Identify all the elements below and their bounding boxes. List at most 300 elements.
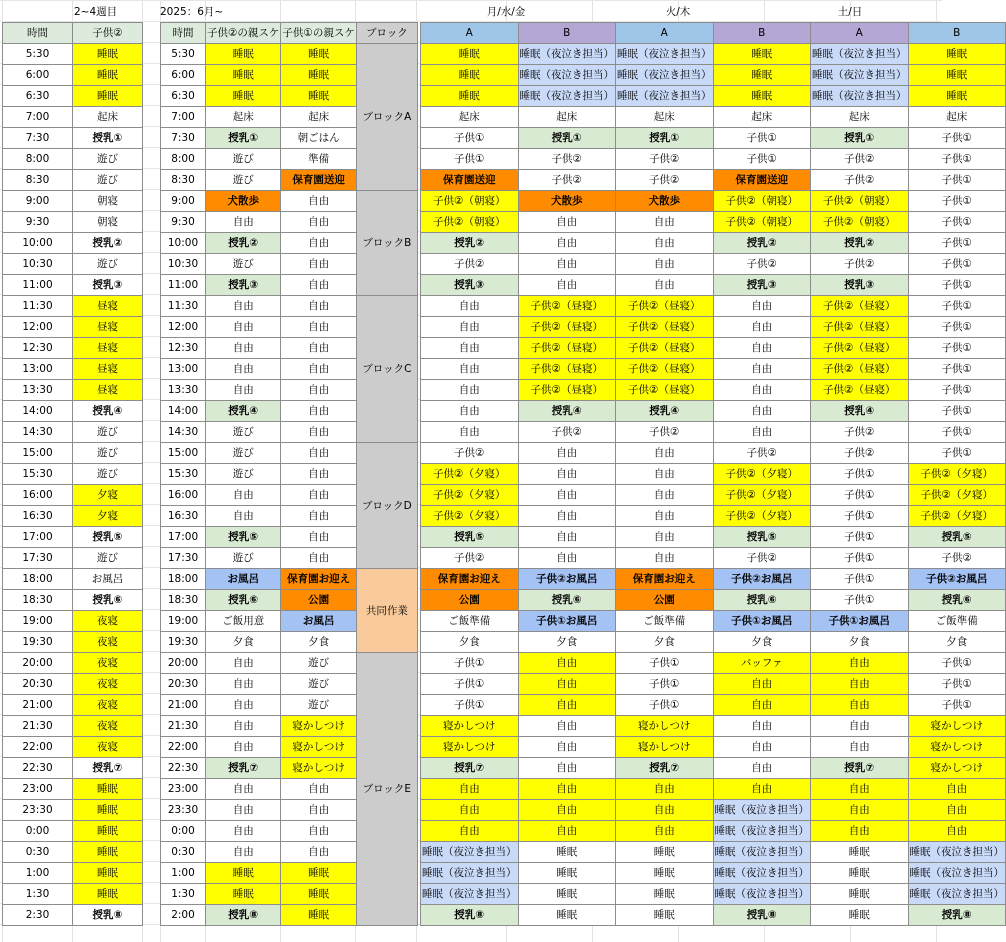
column-header[interactable]: B: [908, 23, 1006, 44]
activity-cell[interactable]: 昼寝: [73, 359, 143, 380]
activity-cell[interactable]: 睡眠: [73, 800, 143, 821]
activity-cell[interactable]: 夜寝: [73, 653, 143, 674]
assignment-cell[interactable]: 子供②（昼寝）: [616, 317, 714, 338]
assignment-cell[interactable]: 自由: [518, 506, 616, 527]
column-header[interactable]: 時間: [3, 23, 73, 44]
child2-parent-cell[interactable]: 夕食: [206, 632, 281, 653]
time-cell[interactable]: 8:30: [161, 170, 206, 191]
assignment-cell[interactable]: 起床: [421, 107, 519, 128]
child2-parent-cell[interactable]: 自由: [206, 800, 281, 821]
assignment-cell[interactable]: 寝かしつけ: [616, 716, 714, 737]
assignment-cell[interactable]: 子供②（夕寝）: [421, 464, 519, 485]
assignment-cell[interactable]: 子供②（夕寝）: [713, 506, 811, 527]
assignment-cell[interactable]: 授乳⑥: [713, 590, 811, 611]
child1-parent-cell[interactable]: 自由: [281, 506, 356, 527]
child1-parent-cell[interactable]: 自由: [281, 443, 356, 464]
child2-parent-cell[interactable]: 自由: [206, 737, 281, 758]
time-cell[interactable]: 17:30: [161, 548, 206, 569]
assignment-cell[interactable]: 睡眠: [518, 842, 616, 863]
time-cell[interactable]: 17:30: [3, 548, 73, 569]
child2-parent-cell[interactable]: お風呂: [206, 569, 281, 590]
assignment-cell[interactable]: 子供②（夕寝）: [421, 506, 519, 527]
assignment-cell[interactable]: 自由: [518, 695, 616, 716]
assignment-cell[interactable]: 自由: [713, 401, 811, 422]
child2-parent-cell[interactable]: 授乳⑥: [206, 590, 281, 611]
assignment-cell[interactable]: 自由: [811, 695, 909, 716]
assignment-cell[interactable]: 子供②（夕寝）: [421, 485, 519, 506]
child2-parent-cell[interactable]: 自由: [206, 506, 281, 527]
activity-cell[interactable]: 遊び: [73, 548, 143, 569]
assignment-cell[interactable]: 寝かしつけ: [908, 737, 1006, 758]
child1-parent-cell[interactable]: 自由: [281, 380, 356, 401]
assignment-cell[interactable]: 子供②: [518, 422, 616, 443]
assignment-cell[interactable]: 睡眠（夜泣き担当）: [713, 800, 811, 821]
assignment-cell[interactable]: 子供①: [713, 128, 811, 149]
child1-parent-cell[interactable]: 自由: [281, 233, 356, 254]
assignment-cell[interactable]: 子供②: [811, 443, 909, 464]
activity-cell[interactable]: 授乳③: [73, 275, 143, 296]
activity-cell[interactable]: 昼寝: [73, 380, 143, 401]
assignment-cell[interactable]: 子供①: [908, 380, 1006, 401]
assignment-cell[interactable]: 子供②: [908, 548, 1006, 569]
assignment-cell[interactable]: 自由: [811, 674, 909, 695]
assignment-cell[interactable]: 公園: [421, 590, 519, 611]
activity-cell[interactable]: 昼寝: [73, 296, 143, 317]
assignment-cell[interactable]: 睡眠: [518, 884, 616, 905]
column-header[interactable]: A: [421, 23, 519, 44]
assignment-cell[interactable]: 子供②（昼寝）: [811, 296, 909, 317]
assignment-cell[interactable]: 子供②（夕寝）: [713, 464, 811, 485]
assignment-cell[interactable]: 寝かしつけ: [616, 737, 714, 758]
assignment-cell[interactable]: 起床: [908, 107, 1006, 128]
time-cell[interactable]: 2:00: [161, 905, 206, 926]
assignment-cell[interactable]: 子供②: [421, 254, 519, 275]
assignment-cell[interactable]: 子供②（昼寝）: [616, 380, 714, 401]
assignment-cell[interactable]: 授乳⑦: [421, 758, 519, 779]
child1-parent-cell[interactable]: 自由: [281, 317, 356, 338]
time-cell[interactable]: 12:30: [3, 338, 73, 359]
child1-parent-cell[interactable]: 睡眠: [281, 65, 356, 86]
assignment-cell[interactable]: ご飯準備: [616, 611, 714, 632]
assignment-cell[interactable]: 保育園送迎: [713, 170, 811, 191]
assignment-cell[interactable]: 子供②（夕寝）: [908, 506, 1006, 527]
assignment-cell[interactable]: 子供②（朝寝）: [421, 191, 519, 212]
assignment-cell[interactable]: 寝かしつけ: [421, 737, 519, 758]
child1-parent-cell[interactable]: 自由: [281, 779, 356, 800]
activity-cell[interactable]: 睡眠: [73, 779, 143, 800]
assignment-cell[interactable]: 自由: [421, 296, 519, 317]
child2-parent-cell[interactable]: 睡眠: [206, 863, 281, 884]
assignment-cell[interactable]: 睡眠: [908, 86, 1006, 107]
child1-parent-cell[interactable]: 自由: [281, 464, 356, 485]
assignment-cell[interactable]: 授乳⑧: [908, 905, 1006, 926]
assignment-cell[interactable]: 授乳⑧: [421, 905, 519, 926]
child2-parent-cell[interactable]: 授乳③: [206, 275, 281, 296]
assignment-cell[interactable]: 睡眠（夜泣き担当）: [616, 86, 714, 107]
assignment-cell[interactable]: 子供②: [811, 422, 909, 443]
time-cell[interactable]: 9:00: [3, 191, 73, 212]
time-cell[interactable]: 11:30: [3, 296, 73, 317]
activity-cell[interactable]: 遊び: [73, 170, 143, 191]
child2-parent-cell[interactable]: 睡眠: [206, 44, 281, 65]
time-cell[interactable]: 19:00: [161, 611, 206, 632]
assignment-cell[interactable]: 保育園お迎え: [616, 569, 714, 590]
assignment-cell[interactable]: 起床: [713, 107, 811, 128]
assignment-cell[interactable]: 子供②お風呂: [908, 569, 1006, 590]
assignment-cell[interactable]: 授乳①: [811, 128, 909, 149]
child2-parent-cell[interactable]: 自由: [206, 674, 281, 695]
child2-parent-cell[interactable]: 授乳⑤: [206, 527, 281, 548]
activity-cell[interactable]: 授乳④: [73, 401, 143, 422]
assignment-cell[interactable]: 子供①: [908, 359, 1006, 380]
time-cell[interactable]: 10:30: [3, 254, 73, 275]
activity-cell[interactable]: 昼寝: [73, 317, 143, 338]
child1-parent-cell[interactable]: 準備: [281, 149, 356, 170]
activity-cell[interactable]: お風呂: [73, 569, 143, 590]
block-label[interactable]: ブロックE: [356, 653, 417, 926]
assignment-cell[interactable]: 自由: [421, 317, 519, 338]
assignment-cell[interactable]: 夕食: [421, 632, 519, 653]
assignment-cell[interactable]: 子供①お風呂: [518, 611, 616, 632]
activity-cell[interactable]: 夕寝: [73, 506, 143, 527]
child2-parent-cell[interactable]: 犬散歩: [206, 191, 281, 212]
activity-cell[interactable]: 授乳⑧: [73, 905, 143, 926]
time-cell[interactable]: 15:30: [3, 464, 73, 485]
time-cell[interactable]: 17:00: [161, 527, 206, 548]
assignment-cell[interactable]: 睡眠（夜泣き担当）: [908, 884, 1006, 905]
assignment-cell[interactable]: 自由: [616, 464, 714, 485]
child2-parent-cell[interactable]: 自由: [206, 485, 281, 506]
assignment-cell[interactable]: 子供①: [908, 317, 1006, 338]
assignment-cell[interactable]: 子供②（昼寝）: [518, 296, 616, 317]
child2-parent-cell[interactable]: 自由: [206, 653, 281, 674]
assignment-cell[interactable]: 睡眠（夜泣き担当）: [811, 44, 909, 65]
child1-parent-cell[interactable]: 夕食: [281, 632, 356, 653]
assignment-cell[interactable]: 子供②: [811, 254, 909, 275]
assignment-cell[interactable]: 睡眠（夜泣き担当）: [421, 863, 519, 884]
activity-cell[interactable]: 睡眠: [73, 86, 143, 107]
assignment-cell[interactable]: 自由: [421, 380, 519, 401]
assignment-cell[interactable]: 授乳⑦: [616, 758, 714, 779]
column-header[interactable]: B: [713, 23, 811, 44]
child2-parent-cell[interactable]: 遊び: [206, 548, 281, 569]
time-cell[interactable]: 11:00: [161, 275, 206, 296]
assignment-cell[interactable]: 自由: [616, 275, 714, 296]
child1-parent-cell[interactable]: 睡眠: [281, 863, 356, 884]
activity-cell[interactable]: 遊び: [73, 149, 143, 170]
assignment-cell[interactable]: ご飯準備: [908, 611, 1006, 632]
assignment-cell[interactable]: 授乳⑦: [811, 758, 909, 779]
assignment-cell[interactable]: 子供①: [811, 569, 909, 590]
assignment-cell[interactable]: 自由: [616, 254, 714, 275]
assignment-cell[interactable]: 子供②: [811, 170, 909, 191]
time-cell[interactable]: 0:30: [3, 842, 73, 863]
time-cell[interactable]: 7:00: [3, 107, 73, 128]
assignment-cell[interactable]: 寝かしつけ: [421, 716, 519, 737]
assignment-cell[interactable]: 自由: [421, 821, 519, 842]
child1-parent-cell[interactable]: 自由: [281, 254, 356, 275]
assignment-cell[interactable]: 子供①: [908, 653, 1006, 674]
assignment-cell[interactable]: 授乳③: [811, 275, 909, 296]
assignment-cell[interactable]: 睡眠（夜泣き担当）: [811, 65, 909, 86]
time-cell[interactable]: 20:00: [161, 653, 206, 674]
child2-parent-cell[interactable]: 自由: [206, 821, 281, 842]
child2-parent-cell[interactable]: 授乳⑦: [206, 758, 281, 779]
assignment-cell[interactable]: 授乳①: [518, 128, 616, 149]
block-label[interactable]: ブロックB: [356, 191, 417, 296]
assignment-cell[interactable]: 子供①: [616, 695, 714, 716]
child1-parent-cell[interactable]: 自由: [281, 548, 356, 569]
child1-parent-cell[interactable]: 自由: [281, 485, 356, 506]
activity-cell[interactable]: 朝寝: [73, 212, 143, 233]
time-cell[interactable]: 21:30: [3, 716, 73, 737]
activity-cell[interactable]: 朝寝: [73, 191, 143, 212]
time-cell[interactable]: 12:00: [161, 317, 206, 338]
column-header[interactable]: ブロック: [356, 23, 417, 44]
activity-cell[interactable]: 授乳①: [73, 128, 143, 149]
activity-cell[interactable]: 遊び: [73, 422, 143, 443]
column-header[interactable]: 子供①の親スケ: [281, 23, 356, 44]
assignment-cell[interactable]: 子供①: [908, 254, 1006, 275]
assignment-cell[interactable]: 子供①: [908, 443, 1006, 464]
assignment-cell[interactable]: 子供②: [811, 149, 909, 170]
child2-parent-cell[interactable]: 睡眠: [206, 86, 281, 107]
assignment-cell[interactable]: 自由: [421, 359, 519, 380]
activity-cell[interactable]: 夜寝: [73, 716, 143, 737]
child1-parent-cell[interactable]: 自由: [281, 296, 356, 317]
assignment-cell[interactable]: 自由: [713, 716, 811, 737]
time-cell[interactable]: 22:30: [3, 758, 73, 779]
time-cell[interactable]: 18:30: [3, 590, 73, 611]
time-cell[interactable]: 19:00: [3, 611, 73, 632]
assignment-cell[interactable]: 授乳⑥: [518, 590, 616, 611]
assignment-cell[interactable]: 夕食: [616, 632, 714, 653]
assignment-cell[interactable]: 自由: [713, 338, 811, 359]
assignment-cell[interactable]: 子供②（昼寝）: [811, 338, 909, 359]
time-cell[interactable]: 23:30: [3, 800, 73, 821]
time-cell[interactable]: 9:30: [3, 212, 73, 233]
assignment-cell[interactable]: 子供①: [811, 506, 909, 527]
assignment-cell[interactable]: 自由: [518, 527, 616, 548]
time-cell[interactable]: 20:00: [3, 653, 73, 674]
time-cell[interactable]: 14:00: [3, 401, 73, 422]
assignment-cell[interactable]: 自由: [616, 821, 714, 842]
activity-cell[interactable]: 夜寝: [73, 674, 143, 695]
assignment-cell[interactable]: 自由: [908, 821, 1006, 842]
time-cell[interactable]: 14:30: [3, 422, 73, 443]
assignment-cell[interactable]: 子供①: [908, 275, 1006, 296]
time-cell[interactable]: 9:00: [161, 191, 206, 212]
assignment-cell[interactable]: 自由: [518, 779, 616, 800]
assignment-cell[interactable]: 授乳③: [713, 275, 811, 296]
assignment-cell[interactable]: 子供①: [811, 464, 909, 485]
assignment-cell[interactable]: 睡眠（夜泣き担当）: [713, 863, 811, 884]
child2-parent-cell[interactable]: 自由: [206, 695, 281, 716]
time-cell[interactable]: 7:00: [161, 107, 206, 128]
assignment-cell[interactable]: 子供②: [518, 170, 616, 191]
block-label[interactable]: ブロックA: [356, 44, 417, 191]
assignment-cell[interactable]: 睡眠（夜泣き担当）: [713, 821, 811, 842]
assignment-cell[interactable]: 授乳①: [616, 128, 714, 149]
assignment-cell[interactable]: 子供①お風呂: [713, 611, 811, 632]
assignment-cell[interactable]: 子供①: [908, 212, 1006, 233]
assignment-cell[interactable]: 子供①: [908, 128, 1006, 149]
assignment-cell[interactable]: 子供②（夕寝）: [908, 464, 1006, 485]
assignment-cell[interactable]: 睡眠（夜泣き担当）: [908, 842, 1006, 863]
assignment-cell[interactable]: 子供②（昼寝）: [518, 359, 616, 380]
activity-cell[interactable]: 睡眠: [73, 821, 143, 842]
time-cell[interactable]: 22:00: [161, 737, 206, 758]
assignment-cell[interactable]: 自由: [616, 233, 714, 254]
time-cell[interactable]: 7:30: [3, 128, 73, 149]
assignment-cell[interactable]: 自由: [518, 212, 616, 233]
assignment-cell[interactable]: 自由: [713, 380, 811, 401]
assignment-cell[interactable]: 自由: [616, 527, 714, 548]
assignment-cell[interactable]: 子供②（昼寝）: [811, 380, 909, 401]
assignment-cell[interactable]: 自由: [616, 212, 714, 233]
assignment-cell[interactable]: 自由: [518, 485, 616, 506]
time-cell[interactable]: 14:00: [161, 401, 206, 422]
child2-parent-cell[interactable]: 睡眠: [206, 884, 281, 905]
child1-parent-cell[interactable]: 自由: [281, 842, 356, 863]
time-cell[interactable]: 15:00: [3, 443, 73, 464]
assignment-cell[interactable]: 睡眠: [713, 44, 811, 65]
time-cell[interactable]: 10:00: [161, 233, 206, 254]
assignment-cell[interactable]: 睡眠: [421, 44, 519, 65]
activity-cell[interactable]: 授乳②: [73, 233, 143, 254]
assignment-cell[interactable]: 子供①: [616, 653, 714, 674]
assignment-cell[interactable]: 授乳⑤: [713, 527, 811, 548]
assignment-cell[interactable]: 自由: [616, 443, 714, 464]
assignment-cell[interactable]: 子供②: [616, 422, 714, 443]
assignment-cell[interactable]: 自由: [713, 737, 811, 758]
child1-parent-cell[interactable]: 睡眠: [281, 884, 356, 905]
assignment-cell[interactable]: 子供①: [811, 527, 909, 548]
assignment-cell[interactable]: 睡眠: [616, 863, 714, 884]
assignment-cell[interactable]: 睡眠（夜泣き担当）: [616, 44, 714, 65]
time-cell[interactable]: 19:30: [3, 632, 73, 653]
child2-parent-cell[interactable]: 遊び: [206, 443, 281, 464]
activity-cell[interactable]: 夜寝: [73, 632, 143, 653]
assignment-cell[interactable]: 子供②: [616, 170, 714, 191]
activity-cell[interactable]: 夜寝: [73, 611, 143, 632]
child1-parent-cell[interactable]: 自由: [281, 821, 356, 842]
activity-cell[interactable]: 授乳⑥: [73, 590, 143, 611]
assignment-cell[interactable]: 子供①: [616, 674, 714, 695]
assignment-cell[interactable]: 子供②（昼寝）: [811, 317, 909, 338]
assignment-cell[interactable]: 保育園送迎: [421, 170, 519, 191]
assignment-cell[interactable]: 子供①: [421, 674, 519, 695]
child1-parent-cell[interactable]: 保育園送迎: [281, 170, 356, 191]
assignment-cell[interactable]: 子供②: [616, 149, 714, 170]
child2-parent-cell[interactable]: 授乳①: [206, 128, 281, 149]
assignment-cell[interactable]: 子供①: [811, 548, 909, 569]
time-cell[interactable]: 5:30: [161, 44, 206, 65]
assignment-cell[interactable]: 子供②: [713, 443, 811, 464]
assignment-cell[interactable]: 自由: [518, 233, 616, 254]
child2-parent-cell[interactable]: 睡眠: [206, 65, 281, 86]
assignment-cell[interactable]: 自由: [616, 548, 714, 569]
assignment-cell[interactable]: 子供②（朝寝）: [811, 212, 909, 233]
assignment-cell[interactable]: 犬散歩: [518, 191, 616, 212]
assignment-cell[interactable]: 子供①お風呂: [811, 611, 909, 632]
assignment-cell[interactable]: 子供①: [421, 695, 519, 716]
time-cell[interactable]: 8:00: [3, 149, 73, 170]
assignment-cell[interactable]: 自由: [421, 338, 519, 359]
assignment-cell[interactable]: 自由: [421, 422, 519, 443]
child2-parent-cell[interactable]: 遊び: [206, 464, 281, 485]
child1-parent-cell[interactable]: 自由: [281, 527, 356, 548]
time-cell[interactable]: 18:00: [161, 569, 206, 590]
assignment-cell[interactable]: 授乳③: [421, 275, 519, 296]
child1-parent-cell[interactable]: 寝かしつけ: [281, 758, 356, 779]
column-header[interactable]: 子供②: [73, 23, 143, 44]
activity-cell[interactable]: 授乳⑤: [73, 527, 143, 548]
assignment-cell[interactable]: 睡眠: [518, 863, 616, 884]
assignment-cell[interactable]: 授乳⑤: [421, 527, 519, 548]
activity-cell[interactable]: 夜寝: [73, 737, 143, 758]
child2-parent-cell[interactable]: 遊び: [206, 149, 281, 170]
time-cell[interactable]: 13:00: [3, 359, 73, 380]
time-cell[interactable]: 1:00: [161, 863, 206, 884]
child2-parent-cell[interactable]: 自由: [206, 359, 281, 380]
assignment-cell[interactable]: 自由: [518, 737, 616, 758]
time-cell[interactable]: 0:00: [161, 821, 206, 842]
assignment-cell[interactable]: 自由: [713, 296, 811, 317]
assignment-cell[interactable]: 睡眠（夜泣き担当）: [518, 44, 616, 65]
activity-cell[interactable]: 睡眠: [73, 884, 143, 905]
child1-parent-cell[interactable]: 起床: [281, 107, 356, 128]
time-cell[interactable]: 14:30: [161, 422, 206, 443]
assignment-cell[interactable]: 自由: [518, 653, 616, 674]
assignment-cell[interactable]: 子供②: [518, 149, 616, 170]
block-label[interactable]: ブロックC: [356, 296, 417, 443]
time-cell[interactable]: 0:30: [161, 842, 206, 863]
time-cell[interactable]: 23:30: [161, 800, 206, 821]
assignment-cell[interactable]: 子供②（朝寝）: [421, 212, 519, 233]
time-cell[interactable]: 1:30: [161, 884, 206, 905]
column-header[interactable]: 時間: [161, 23, 206, 44]
child1-parent-cell[interactable]: 自由: [281, 401, 356, 422]
time-cell[interactable]: 6:30: [161, 86, 206, 107]
time-cell[interactable]: 23:00: [161, 779, 206, 800]
assignment-cell[interactable]: 睡眠: [811, 842, 909, 863]
assignment-cell[interactable]: 子供①: [908, 296, 1006, 317]
assignment-cell[interactable]: 睡眠: [908, 44, 1006, 65]
child2-parent-cell[interactable]: 自由: [206, 212, 281, 233]
activity-cell[interactable]: 遊び: [73, 254, 143, 275]
assignment-cell[interactable]: 子供①: [908, 149, 1006, 170]
assignment-cell[interactable]: 睡眠: [811, 884, 909, 905]
assignment-cell[interactable]: 子供①: [811, 590, 909, 611]
assignment-cell[interactable]: 授乳⑤: [908, 527, 1006, 548]
child1-parent-cell[interactable]: 朝ごはん: [281, 128, 356, 149]
assignment-cell[interactable]: 授乳⑧: [713, 905, 811, 926]
assignment-cell[interactable]: 起床: [616, 107, 714, 128]
child1-parent-cell[interactable]: 自由: [281, 800, 356, 821]
assignment-cell[interactable]: 自由: [616, 506, 714, 527]
time-cell[interactable]: 20:30: [161, 674, 206, 695]
child2-parent-cell[interactable]: 自由: [206, 296, 281, 317]
assignment-cell[interactable]: 自由: [421, 779, 519, 800]
assignment-cell[interactable]: 子供①: [908, 338, 1006, 359]
assignment-cell[interactable]: 自由: [616, 779, 714, 800]
assignment-cell[interactable]: 睡眠: [616, 905, 714, 926]
assignment-cell[interactable]: 睡眠（夜泣き担当）: [518, 65, 616, 86]
assignment-cell[interactable]: 子供②お風呂: [518, 569, 616, 590]
assignment-cell[interactable]: 子供①: [713, 149, 811, 170]
assignment-cell[interactable]: 自由: [518, 758, 616, 779]
